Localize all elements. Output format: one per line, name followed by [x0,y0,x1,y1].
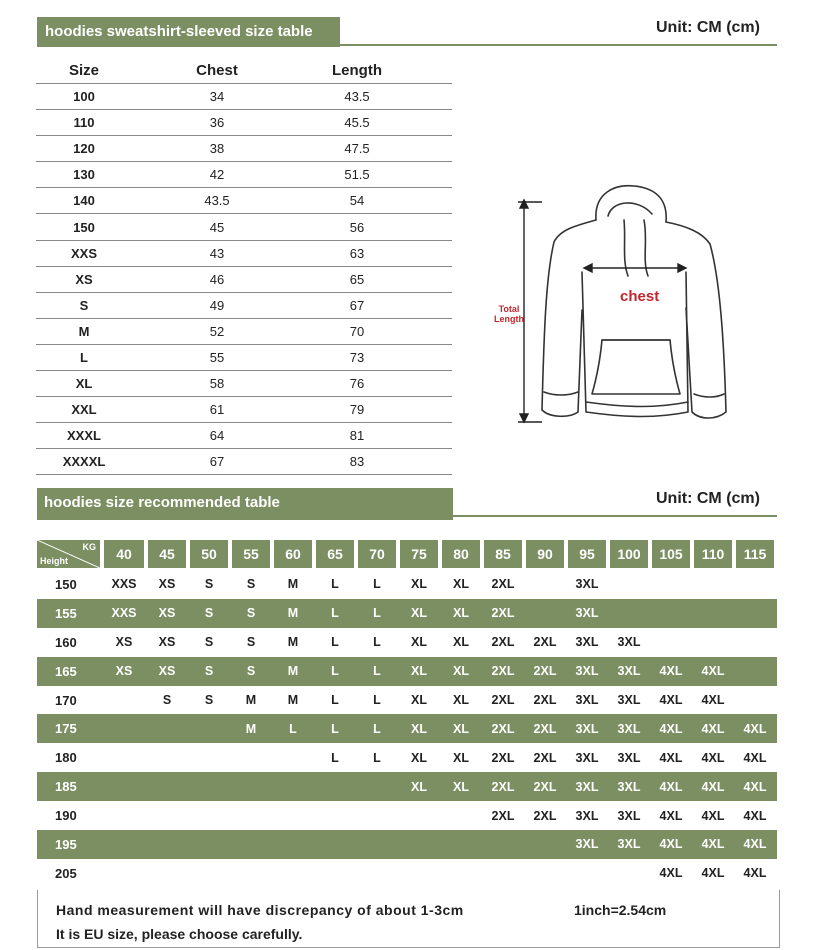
height-cell: 170 [55,692,77,708]
length-cell: 47.5 [344,141,370,157]
size-recommendation-cell: 3XL [575,808,599,823]
size-recommendation-cell: 4XL [701,750,725,765]
height-weight-corner [37,540,100,568]
size-table-title: hoodies sweatshirt-sleeved size table [37,17,340,47]
length-cell: 70 [349,323,365,339]
size-recommendation-cell: 2XL [491,606,515,621]
size-recommendation-cell: 4XL [701,693,725,707]
size-recommendation-cell: XXS [111,606,137,621]
size-table-unit: Unit: CM (cm) [656,19,760,36]
table-row [37,714,777,743]
size-recommendation-cell: 2XL [533,721,557,736]
table-row [37,570,777,599]
size-recommendation-cell: S [204,635,214,650]
size-recommendation-cell: XS [158,664,176,679]
size-recommendation-cell: XL [411,693,427,707]
table-row [37,743,777,772]
chest-cell: 64 [209,428,225,444]
size-table-body [36,84,452,475]
size-recommendation-cell: XS [115,635,133,650]
size-recommendation-cell: 3XL [575,635,599,650]
size-recommendation-cell: 3XL [617,721,641,736]
length-cell: 54 [349,193,365,209]
chest-cell: 43 [209,245,225,261]
size-cell: XS [75,271,93,287]
size-recommendation-cell: XL [453,664,469,679]
size-recommendation-cell: XL [411,779,427,794]
size-recommendation-cell: 3XL [575,693,599,707]
size-recommendation-cell: M [245,721,257,736]
size-recommendation-cell: 4XL [743,750,767,765]
size-recommendation-cell: 2XL [491,750,515,765]
size-recommendation-cell: 4XL [701,808,725,823]
size-recommendation-cell: S [204,664,214,679]
size-recommendation-cell: 3XL [617,837,641,852]
size-recommendation-cell: L [373,750,381,765]
size-recommendation-cell: XS [115,664,133,679]
height-cell: 190 [55,808,77,824]
length-cell: 83 [349,454,365,470]
table-row [36,214,452,240]
total-length-label: Total Length [494,304,524,324]
size-recommendation-cell: L [289,721,297,736]
recommend-table [37,540,777,888]
size-recommendation-cell: 2XL [533,664,557,679]
size-recommendation-cell: 2XL [533,693,557,707]
size-recommendation-cell: 4XL [743,837,767,852]
weight-header-cell: 75 [400,540,438,568]
length-cell: 45.5 [344,115,370,131]
size-recommendation-cell: 3XL [617,808,641,823]
size-recommendation-cell: 2XL [533,779,557,794]
size-recommendation-cell: XL [453,606,469,621]
length-cell: 67 [349,297,365,313]
length-cell: 63 [349,245,365,261]
size-recommendation-cell: 3XL [617,693,641,707]
table-row [36,162,452,188]
size-recommendation-cell: 4XL [659,693,683,707]
note-eu-size: It is EU size, please choose carefully. [56,926,303,942]
height-cell: 175 [55,721,77,737]
size-recommendation-cell: S [162,693,172,707]
size-recommendation-cell: XL [453,750,469,765]
recommend-table-title: hoodies size recommended table [37,488,453,520]
size-recommendation-cell: 4XL [743,779,767,794]
length-cell: 81 [349,428,365,444]
weight-header-cell: 45 [148,540,186,568]
recommend-table-header [37,540,777,570]
height-cell: 205 [55,865,77,881]
size-recommendation-cell: 4XL [743,808,767,823]
size-recommendation-cell: S [204,577,214,592]
size-cell: XXL [71,402,97,418]
size-recommendation-cell: M [245,693,257,707]
size-recommendation-cell: 3XL [617,635,641,650]
size-recommendation-cell: L [373,577,381,592]
size-recommendation-cell: M [287,693,299,707]
table-row [37,801,777,830]
size-recommendation-cell: M [287,635,299,650]
height-cell: 195 [55,836,77,852]
size-recommendation-cell: 2XL [533,635,557,650]
chest-cell: 43.5 [204,193,230,209]
size-recommendation-cell: XL [411,721,427,736]
size-recommendation-cell: 4XL [701,664,725,679]
weight-header-cell: 80 [442,540,480,568]
size-recommendation-cell: L [331,750,339,765]
length-cell: 51.5 [344,167,370,183]
size-recommendation-cell: 2XL [533,808,557,823]
table-row [37,772,777,801]
size-recommendation-cell: 3XL [575,577,599,592]
note-inch-conversion: 1inch=2.54cm [574,902,667,918]
size-recommendation-cell: 3XL [575,664,599,679]
table-row [37,628,777,657]
height-label: Height [40,556,68,566]
size-recommendation-cell: S [204,693,214,707]
chest-cell: 36 [209,115,225,131]
size-recommendation-cell: 2XL [491,779,515,794]
size-recommendation-cell: 3XL [575,779,599,794]
size-recommendation-cell: 4XL [659,779,683,794]
size-cell: L [80,349,88,365]
size-cell: XXXXL [62,454,106,470]
chest-cell: 67 [209,454,225,470]
size-recommendation-cell: 2XL [491,693,515,707]
note-discrepancy: Hand measurement will have discrepancy of about 1-3cm [56,902,464,918]
chest-cell: 55 [209,349,225,365]
weight-header-cell: 70 [358,540,396,568]
height-cell: 180 [55,750,77,766]
weight-header-cell: 60 [274,540,312,568]
table-row [36,397,452,423]
weight-header-cell: 50 [190,540,228,568]
size-recommendation-cell: 4XL [701,837,725,852]
length-cell: 76 [349,376,365,392]
recommend-table-unit: Unit: CM (cm) [656,490,760,507]
chest-cell: 46 [209,271,225,287]
size-recommendation-cell: XL [453,693,469,707]
size-table-header [36,57,452,84]
length-cell: 43.5 [344,89,370,105]
chest-cell: 58 [209,376,225,392]
size-recommendation-cell: L [331,664,339,679]
size-cell: 150 [73,219,95,235]
size-recommendation-cell: XL [411,664,427,679]
size-cell: S [79,297,89,313]
size-cell: 140 [73,193,95,209]
size-recommendation-cell: XL [453,635,469,650]
height-cell: 160 [55,634,77,650]
table-row [36,241,452,267]
size-cell: 130 [73,167,95,183]
size-recommendation-cell: 2XL [491,635,515,650]
table-row [36,267,452,293]
size-recommendation-cell: 3XL [575,606,599,621]
size-recommendation-cell: 4XL [659,750,683,765]
size-recommendation-cell: L [331,606,339,621]
weight-header-cell: 105 [652,540,690,568]
table-row [36,84,452,110]
size-recommendation-cell: L [373,693,381,707]
recommend-table-title-rule [37,515,777,517]
chest-cell: 61 [209,402,225,418]
height-cell: 165 [55,663,77,679]
table-row [36,110,452,136]
size-recommendation-cell: 3XL [617,750,641,765]
size-recommendation-cell: 4XL [659,721,683,736]
table-row [37,657,777,686]
size-cell: XL [75,376,93,392]
size-recommendation-cell: S [246,577,256,592]
size-recommendation-cell: M [287,577,299,592]
size-recommendation-cell: L [331,693,339,707]
table-row [36,293,452,319]
size-cell: 100 [73,89,95,105]
size-recommendation-cell: XL [453,721,469,736]
size-recommendation-cell: 2XL [491,577,515,592]
chest-cell: 38 [209,141,225,157]
weight-header-cell: 110 [694,540,732,568]
table-row [36,319,452,345]
kg-label: KG [82,542,96,552]
size-cell: XXS [70,245,97,261]
weight-header-cell: 115 [736,540,774,568]
size-recommendation-cell: 4XL [659,808,683,823]
size-recommendation-cell: XS [158,635,176,650]
chest-cell: 52 [209,323,225,339]
size-recommendation-cell: 2XL [491,808,515,823]
length-cell: 79 [349,402,365,418]
size-recommendation-cell: 3XL [575,750,599,765]
size-recommendation-cell: 4XL [659,866,683,881]
chest-cell: 42 [209,167,225,183]
length-header: Length [332,61,382,79]
size-cell: M [78,323,90,339]
chest-header: Chest [196,61,238,79]
size-table-title-rule [37,44,777,46]
size-recommendation-cell: 3XL [617,664,641,679]
size-recommendation-cell: 4XL [701,866,725,881]
table-row [36,136,452,162]
length-cell: 73 [349,349,365,365]
weight-header-cell: 40 [104,540,144,568]
table-row [36,371,452,397]
size-recommendation-cell: XL [411,750,427,765]
size-recommendation-cell: L [373,664,381,679]
size-recommendation-cell: XL [411,606,427,621]
table-row [37,830,777,859]
size-recommendation-cell: XXS [111,577,137,592]
length-cell: 56 [349,219,365,235]
chest-cell: 34 [209,89,225,105]
size-cell: 120 [73,141,95,157]
table-row [36,345,452,371]
size-recommendation-cell: XL [411,577,427,592]
table-row [36,188,452,214]
size-recommendation-cell: L [331,635,339,650]
size-header: Size [68,61,99,79]
size-recommendation-cell: 3XL [575,721,599,736]
note-box [37,890,780,948]
weight-header-cell: 55 [232,540,270,568]
size-recommendation-cell: L [373,721,381,736]
size-table [36,57,452,475]
size-recommendation-cell: 2XL [533,750,557,765]
size-recommendation-cell: 4XL [743,866,767,881]
size-cell: XXXL [67,428,101,444]
table-row [37,686,777,715]
table-row [37,599,777,628]
size-recommendation-cell: 4XL [701,779,725,794]
table-row [36,423,452,449]
size-recommendation-cell: L [331,721,339,736]
size-recommendation-cell: 4XL [701,721,725,736]
weight-header-cell: 95 [568,540,606,568]
height-cell: 155 [55,605,77,621]
size-recommendation-cell: M [287,664,299,679]
size-recommendation-cell: 4XL [659,837,683,852]
height-cell: 185 [55,779,77,795]
size-recommendation-cell: 3XL [617,779,641,794]
chest-cell: 49 [209,297,225,313]
size-recommendation-cell: XS [158,577,176,592]
size-recommendation-cell: 4XL [743,721,767,736]
weight-header-cell: 65 [316,540,354,568]
table-row [37,859,777,888]
size-recommendation-cell: L [373,606,381,621]
recommend-table-body [37,570,777,888]
table-row [36,449,452,475]
chest-cell: 45 [209,219,225,235]
size-recommendation-cell: S [246,606,256,621]
weight-header-cell: 85 [484,540,522,568]
size-recommendation-cell: 3XL [575,837,599,852]
size-recommendation-cell: M [287,606,299,621]
size-recommendation-cell: XL [411,635,427,650]
size-recommendation-cell: XS [158,606,176,621]
size-recommendation-cell: S [204,606,214,621]
length-cell: 65 [349,271,365,287]
size-recommendation-cell: S [246,635,256,650]
weight-header-cell: 100 [610,540,648,568]
size-recommendation-cell: L [373,635,381,650]
size-recommendation-cell: 4XL [659,664,683,679]
height-cell: 150 [55,576,77,592]
weight-header-cell: 90 [526,540,564,568]
size-recommendation-cell: L [331,577,339,592]
size-recommendation-cell: 2XL [491,721,515,736]
chest-label: chest [620,288,660,305]
size-recommendation-cell: S [246,664,256,679]
size-recommendation-cell: 2XL [491,664,515,679]
size-cell: 110 [73,115,95,131]
size-recommendation-cell: XL [453,779,469,794]
size-recommendation-cell: XL [453,577,469,592]
